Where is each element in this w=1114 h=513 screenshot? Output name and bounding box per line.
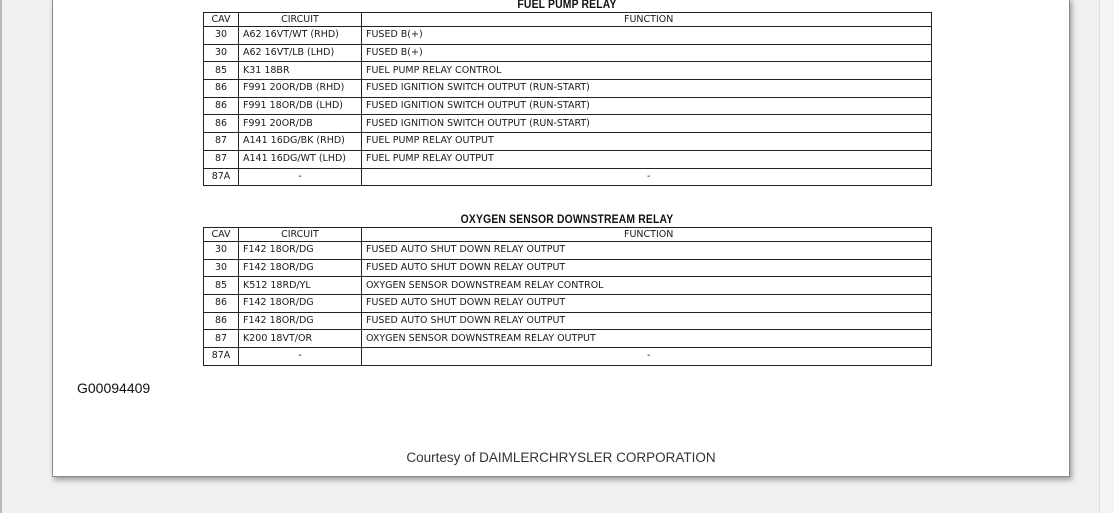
function-cell: OXYGEN SENSOR DOWNSTREAM RELAY OUTPUT (362, 330, 932, 348)
table-row (204, 259, 932, 277)
table-row (204, 62, 932, 80)
cav-cell: 30 (204, 259, 239, 277)
fuel-pump-relay-table (203, 12, 932, 186)
function-cell: FUSED IGNITION SWITCH OUTPUT (RUN-START) (362, 80, 932, 98)
cav-cell: 86 (204, 312, 239, 330)
table-row (204, 168, 932, 186)
scrollbar-track[interactable] (1099, 0, 1114, 513)
cav-cell: 87A (204, 348, 239, 366)
function-cell: FUSED B(+) (362, 44, 932, 62)
circuit-cell: A62 16VT/WT (RHD) (239, 27, 362, 45)
table-row (204, 80, 932, 98)
function-cell: - (362, 348, 932, 366)
cav-cell: 86 (204, 295, 239, 313)
table-row (204, 133, 932, 151)
table-row (204, 312, 932, 330)
function-cell: OXYGEN SENSOR DOWNSTREAM RELAY CONTROL (362, 277, 932, 295)
circuit-cell: F142 18OR/DG (239, 242, 362, 260)
circuit-cell: A141 16DG/WT (LHD) (239, 150, 362, 168)
cav-cell: 30 (204, 44, 239, 62)
function-header: FUNCTION (362, 13, 932, 27)
table-row (204, 295, 932, 313)
table-row (204, 97, 932, 115)
table-row (204, 44, 932, 62)
function-cell: FUEL PUMP RELAY OUTPUT (362, 150, 932, 168)
courtesy-credit: Courtesy of DAIMLERCHRYSLER CORPORATION (406, 450, 716, 465)
figure-id: G00094409 (77, 380, 151, 396)
circuit-cell: F991 20OR/DB (239, 115, 362, 133)
function-cell: FUSED AUTO SHUT DOWN RELAY OUTPUT (362, 259, 932, 277)
function-cell: FUSED B(+) (362, 27, 932, 45)
table-row (204, 150, 932, 168)
function-cell: FUSED AUTO SHUT DOWN RELAY OUTPUT (362, 295, 932, 313)
circuit-cell: - (239, 348, 362, 366)
cav-header: CAV (204, 228, 239, 242)
circuit-cell: A141 16DG/BK (RHD) (239, 133, 362, 151)
table-row (204, 348, 932, 366)
table-row (204, 115, 932, 133)
function-cell: FUSED IGNITION SWITCH OUTPUT (RUN-START) (362, 97, 932, 115)
table-row (204, 277, 932, 295)
circuit-header: CIRCUIT (239, 228, 362, 242)
cav-header: CAV (204, 13, 239, 27)
table-row (204, 330, 932, 348)
function-cell: FUSED IGNITION SWITCH OUTPUT (RUN-START) (362, 115, 932, 133)
function-cell: FUSED AUTO SHUT DOWN RELAY OUTPUT (362, 312, 932, 330)
table-row (204, 27, 932, 45)
cav-cell: 87 (204, 330, 239, 348)
cav-cell: 86 (204, 80, 239, 98)
function-cell: FUEL PUMP RELAY OUTPUT (362, 133, 932, 151)
cav-cell: 30 (204, 242, 239, 260)
cav-cell: 85 (204, 277, 239, 295)
circuit-cell: F142 18OR/DG (239, 312, 362, 330)
oxygen-sensor-relay-section (203, 213, 931, 366)
function-cell: FUEL PUMP RELAY CONTROL (362, 62, 932, 80)
circuit-cell: F991 20OR/DB (RHD) (239, 80, 362, 98)
oxygen-sensor-relay-title: OXYGEN SENSOR DOWNSTREAM RELAY (460, 214, 674, 226)
function-cell: - (362, 168, 932, 186)
fuel-pump-relay-title: FUEL PUMP RELAY (517, 0, 617, 11)
cav-cell: 87 (204, 150, 239, 168)
circuit-cell: K200 18VT/OR (239, 330, 362, 348)
left-border (0, 0, 2, 513)
circuit-header: CIRCUIT (239, 13, 362, 27)
circuit-cell: K31 18BR (239, 62, 362, 80)
document-page (52, 0, 1070, 477)
circuit-cell: F991 18OR/DB (LHD) (239, 97, 362, 115)
table-header-row (204, 13, 932, 27)
circuit-cell: A62 16VT/LB (LHD) (239, 44, 362, 62)
cav-cell: 87 (204, 133, 239, 151)
cav-cell: 87A (204, 168, 239, 186)
circuit-cell: F142 18OR/DG (239, 259, 362, 277)
cav-cell: 85 (204, 62, 239, 80)
function-header: FUNCTION (362, 228, 932, 242)
function-cell: FUSED AUTO SHUT DOWN RELAY OUTPUT (362, 242, 932, 260)
table-header-row (204, 228, 932, 242)
cav-cell: 30 (204, 27, 239, 45)
oxygen-sensor-relay-table (203, 227, 932, 366)
circuit-cell: K512 18RD/YL (239, 277, 362, 295)
cav-cell: 86 (204, 115, 239, 133)
circuit-cell: F142 18OR/DG (239, 295, 362, 313)
circuit-cell: - (239, 168, 362, 186)
table-row (204, 242, 932, 260)
cav-cell: 86 (204, 97, 239, 115)
fuel-pump-relay-section (203, 0, 931, 186)
